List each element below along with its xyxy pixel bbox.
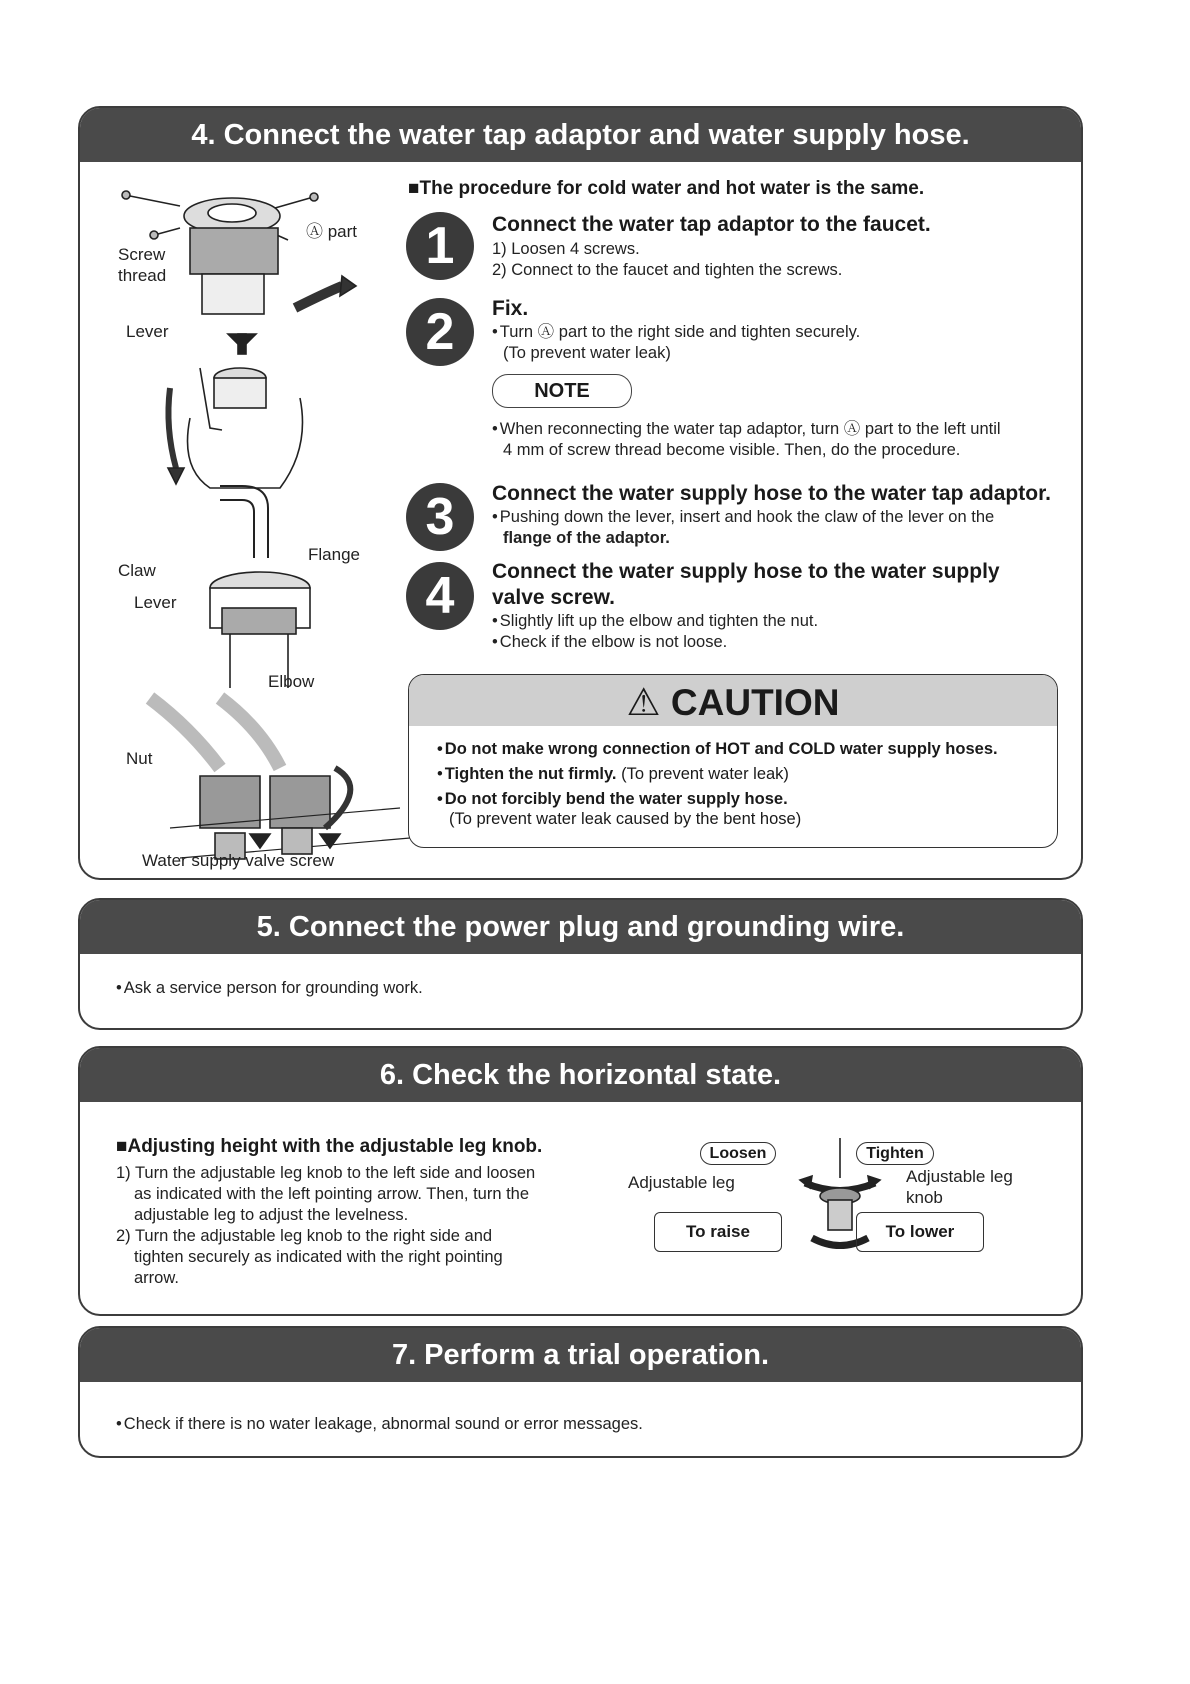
caution-item-3-sub: (To prevent water leak caused by the bent hose) [449, 810, 802, 828]
caution-item-2 [437, 764, 789, 784]
caution-label: CAUTION [670, 682, 840, 723]
caution-header [409, 675, 1057, 726]
step-4-title-line-1: Connect the water supply hose to the water supply [492, 560, 1000, 583]
note-line-1: • When reconnecting the water tap adaptor, turn Ⓐ part to the left until [492, 419, 1001, 440]
step-1-number: 1 [406, 212, 474, 280]
label-screw: Screw [118, 245, 166, 264]
step-2-line-1: • Turn Ⓐ part to the right side and tighten securely. [492, 322, 860, 343]
section-6-line-5: tighten securely as indicated with the right pointing [134, 1248, 503, 1266]
label-lever-mid: Lever [134, 593, 177, 612]
to-raise-label: To raise [654, 1212, 782, 1252]
label-elbow: Elbow [268, 672, 315, 691]
to-lower-label: To lower [856, 1212, 984, 1252]
caution-item-2-bold: Tighten the nut firmly. [444, 765, 617, 783]
section-6-line-3: adjustable leg to adjust the levelness. [134, 1206, 409, 1224]
caution-item-2-rest: (To prevent water leak) [616, 765, 789, 783]
step-4-line-2: • Check if the elbow is not loose. [492, 632, 727, 653]
label-valve-screw: Water supply valve screw [142, 851, 335, 870]
label-flange: Flange [308, 545, 360, 564]
note-label: NOTE [492, 374, 632, 408]
section-6-subtitle: ■Adjusting height with the adjustable leg knob. [116, 1136, 543, 1157]
section-7-text: • Check if there is no water leakage, abnormal sound or error messages. [116, 1414, 643, 1435]
label-lever-top: Lever [126, 322, 169, 341]
section-6-title: 6. Check the horizontal state. [80, 1048, 1081, 1102]
section-5-title: 5. Connect the power plug and grounding wire. [80, 900, 1081, 954]
section-7-title: 7. Perform a trial operation. [80, 1328, 1081, 1382]
section-7 [78, 1326, 1083, 1458]
caution-item-3: • Do not forcibly bend the water supply hose. [437, 789, 788, 809]
warning-triangle-icon: ⚠ [626, 682, 661, 724]
step-2-line-2: (To prevent water leak) [503, 344, 671, 362]
section-6-line-4: 2) Turn the adjustable leg knob to the right side and [116, 1227, 493, 1245]
step-1-title: Connect the water tap adaptor to the faucet. [492, 213, 931, 236]
step-1-line-2: 2) Connect to the faucet and tighten the screws. [492, 261, 843, 279]
label-nut: Nut [126, 749, 153, 768]
note-line-2: 4 mm of screw thread become visible. Then, do the procedure. [503, 441, 961, 459]
step-4-title-line-2: valve screw. [492, 586, 615, 609]
step-4-number: 4 [406, 562, 474, 630]
loosen-label: Loosen [700, 1142, 776, 1165]
section-6-line-2: as indicated with the left pointing arrow. Then, turn the [134, 1185, 530, 1203]
knob-label-line-1: Adjustable leg [906, 1167, 1013, 1186]
section-4-intro: ■The procedure for cold water and hot water is the same. [408, 178, 925, 199]
section-5-text: • Ask a service person for grounding work. [116, 978, 423, 999]
label-a-part: Ⓐ part [306, 222, 358, 241]
step-1-line-1: 1) Loosen 4 screws. [492, 240, 640, 258]
step-2-number: 2 [406, 298, 474, 366]
step-3-number: 3 [406, 483, 474, 551]
step-4-line-1: • Slightly lift up the elbow and tighten the nut. [492, 611, 818, 632]
knob-label-line-2: knob [906, 1188, 943, 1207]
label-thread: thread [118, 266, 167, 285]
section-6-line-6: arrow. [134, 1269, 179, 1287]
section-5 [78, 898, 1083, 1030]
step-3-line-1: • Pushing down the lever, insert and hook the claw of the lever on the [492, 507, 994, 528]
caution-item-1: • Do not make wrong connection of HOT and COLD water supply hoses. [437, 739, 998, 759]
section-4 [78, 106, 1083, 880]
caution-box [408, 674, 1058, 848]
section-4-title: 4. Connect the water tap adaptor and water supply hose. [80, 108, 1081, 162]
section-6-line-1: 1) Turn the adjustable leg knob to the left side and loosen [116, 1164, 536, 1182]
step-2-title: Fix. [492, 297, 529, 320]
adjustable-leg-label: Adjustable leg [628, 1173, 735, 1192]
step-3-title: Connect the water supply hose to the water tap adaptor. [492, 482, 1051, 505]
tighten-label: Tighten [856, 1142, 934, 1165]
step-3-line-2: flange of the adaptor. [503, 529, 670, 547]
section-6 [78, 1046, 1083, 1316]
label-claw: Claw [118, 561, 156, 580]
